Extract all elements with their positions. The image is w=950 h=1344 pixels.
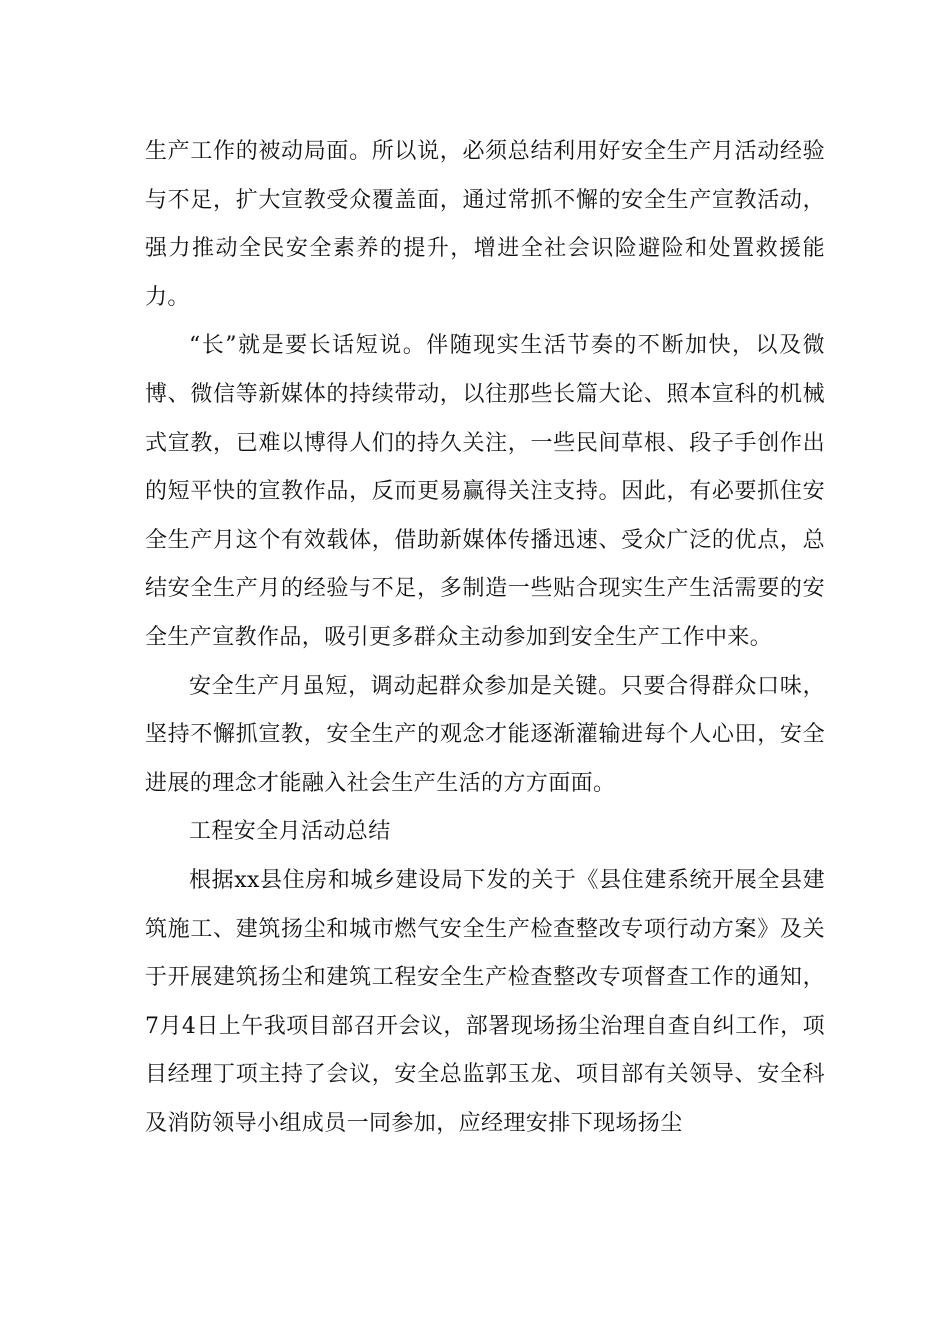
document-body (145, 128, 825, 1148)
paragraph-3: 安全生产月虽短，调动起群众参加是关键。只要合得群众口味，坚持不懈抓宣教，安全生产的观念才能逐渐灌输进每个人心田，安全进展的理念才能融入社会生产生活的方方面面。 (145, 673, 825, 796)
paragraph-4: 根据xx县住房和城乡建设局下发的关于《县住建系统开展全县建筑施工、建筑扬尘和城市燃气安全生产检查整改专项行动方案》及关于开展建筑扬尘和建筑工程安全生产检查整改专项督查工作的通知，7月4日上午我项目部召开会议，部署现场扬尘治理自查自纠工作，项目经理丁项主持了会议，安全总监郭玉龙、项目部有关领导、安全科及消防领导小组成员一同参加，应经理安排下现场扬尘 (145, 867, 825, 1136)
paragraph-2: “长”就是要长话短说。伴随现实生活节奏的不断加快，以及微博、微信等新媒体的持续带动，以往那些长篇大论、照本宣科的机械式宣教，已难以博得人们的持久关注，一些民间草根、段子手创作出的短平快的宣教作品，反而更易赢得关注支持。因此，有必要抓住安全生产月这个有效载体，借助新媒体传播迅速、受众广泛的优点，总结安全生产月的经验与不足，多制造一些贴合现实生产生活需要的安全生产宣教作品，吸引更多群众主动参加到安全生产工作中来。 (145, 333, 825, 650)
section-heading: 工程安全月活动总结 (189, 819, 391, 845)
paragraph-1: 生产工作的被动局面。所以说，必须总结利用好安全生产月活动经验与不足，扩大宣教受众覆盖面，通过常抓不懈的安全生产宣教活动，强力推动全民安全素养的提升，增进全社会识险避险和处置救援能力。 (145, 139, 825, 310)
